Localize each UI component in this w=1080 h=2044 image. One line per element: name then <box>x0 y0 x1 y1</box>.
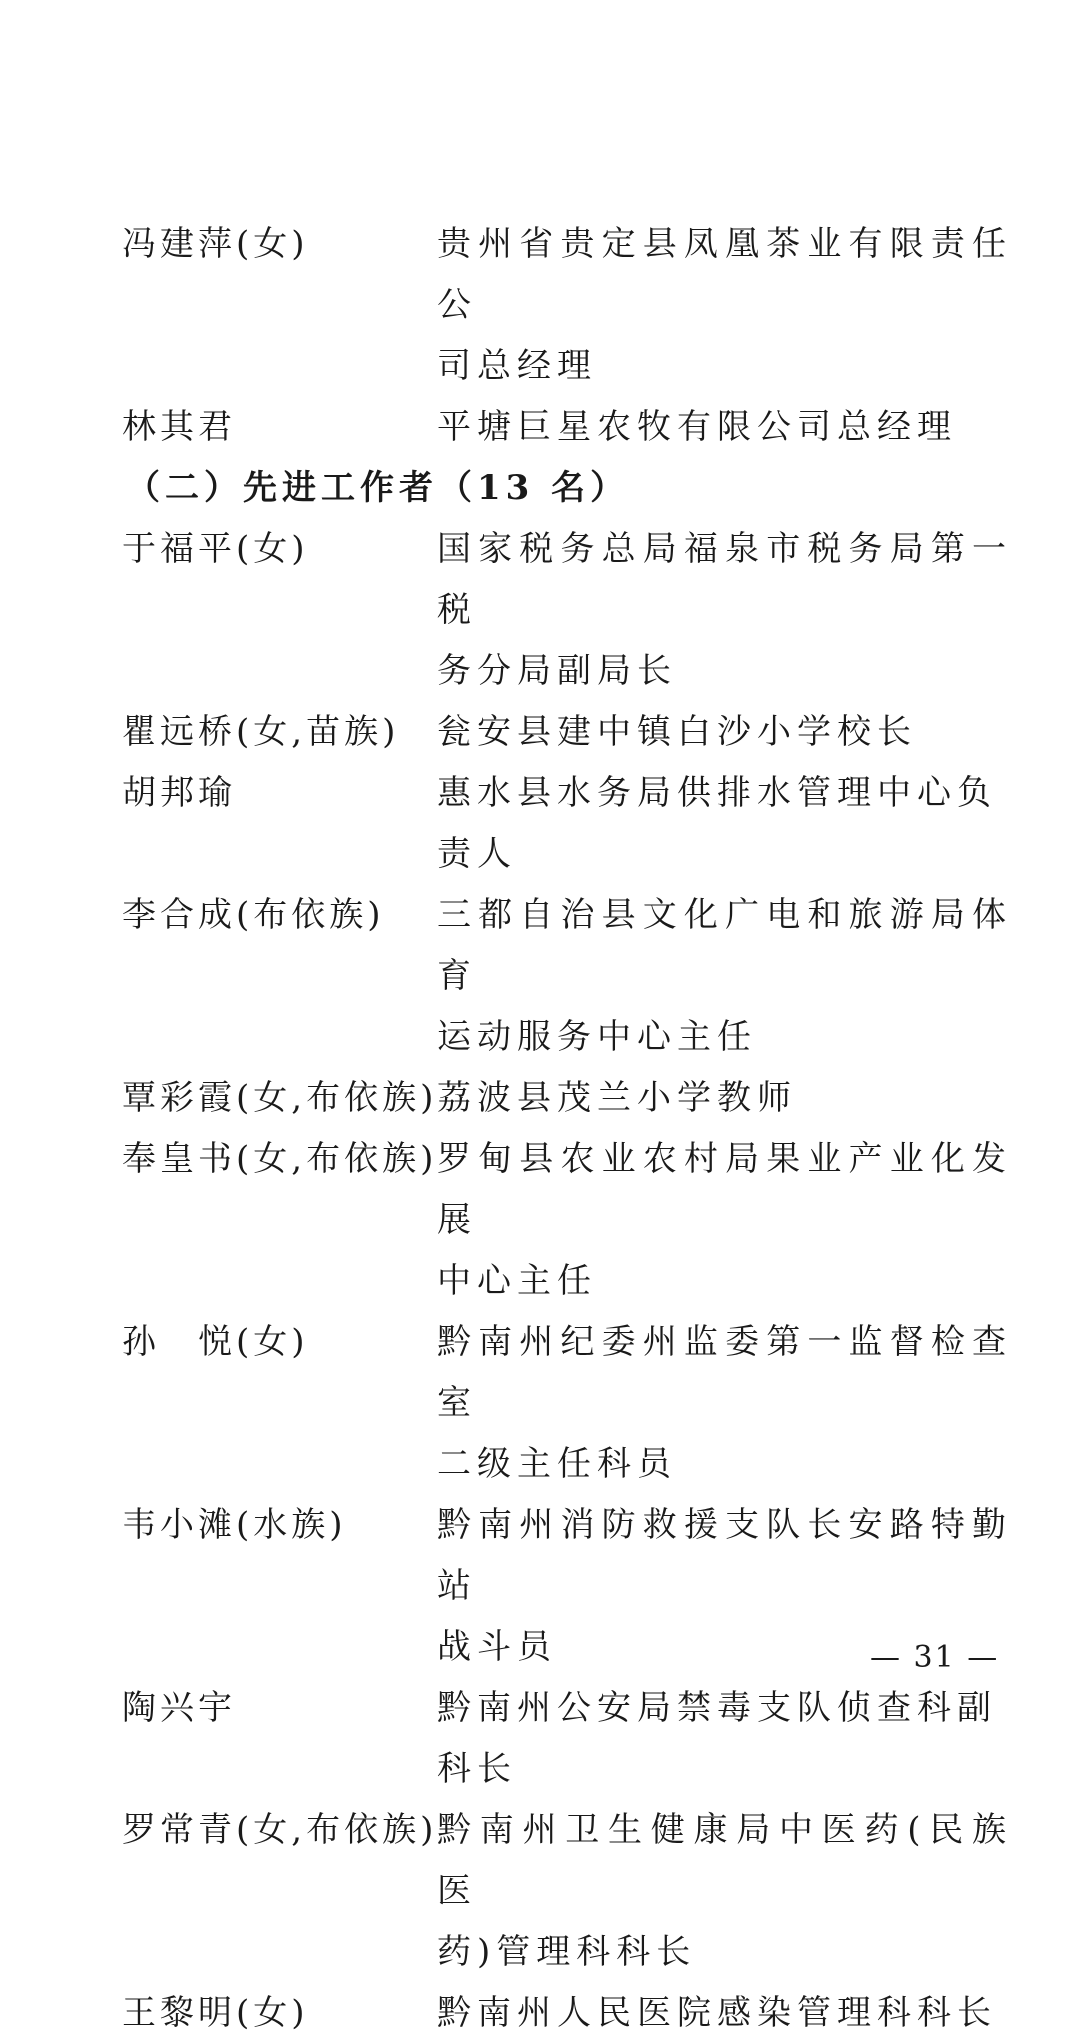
person-name: 林其君 <box>122 407 236 447</box>
award-list <box>122 214 1012 2044</box>
person-name: 陶兴宇 <box>122 1688 236 1728</box>
person-name: 瞿远桥(女,苗族) <box>122 712 400 752</box>
list-item <box>122 214 1012 397</box>
person-name: 覃彩霞(女,布依族) <box>122 1078 438 1118</box>
section-heading: （二）先进工作者（13 名） <box>126 468 630 508</box>
person-position: 平塘巨星农牧有限公司总经理 <box>437 407 957 447</box>
page-number: — 31 — <box>870 1640 1000 1675</box>
list-item <box>122 885 1012 1068</box>
person-name: 于福平(女) <box>122 529 309 569</box>
list-item <box>122 1129 1012 1312</box>
list-item <box>122 1312 1012 1495</box>
person-position: 黔南州人民医院感染管理科科长 <box>437 1993 997 2033</box>
person-position: 黔南州消防救援支队长安路特勤站 战斗员 <box>437 1505 1012 1667</box>
person-position: 黔南州卫生健康局中医药(民族医 药)管理科科长 <box>437 1810 1012 1972</box>
list-item <box>122 702 1012 763</box>
list-item <box>122 763 1012 885</box>
list-item <box>122 519 1012 702</box>
person-position: 惠水县水务局供排水管理中心负 责人 <box>437 773 997 874</box>
person-name: 李合成(布依族) <box>122 895 385 935</box>
person-name: 奉皇书(女,布依族) <box>122 1139 438 1179</box>
person-position: 罗甸县农业农村局果业产业化发展 中心主任 <box>437 1139 1012 1301</box>
person-position: 荔波县茂兰小学教师 <box>437 1078 797 1118</box>
person-position: 三都自治县文化广电和旅游局体育 运动服务中心主任 <box>437 895 1012 1057</box>
list-item <box>122 1678 1012 1800</box>
person-position: 国家税务总局福泉市税务局第一税 务分局副局长 <box>437 529 1012 691</box>
person-name: 冯建萍(女) <box>122 224 309 264</box>
list-item <box>122 1068 1012 1129</box>
person-position: 黔南州公安局禁毒支队侦查科副 科长 <box>437 1688 997 1789</box>
person-name: 孙 悦(女) <box>122 1322 309 1362</box>
list-item <box>122 1800 1012 1983</box>
list-item <box>122 1983 1012 2044</box>
person-name: 王黎明(女) <box>122 1993 309 2033</box>
person-position: 贵州省贵定县凤凰茶业有限责任公 司总经理 <box>437 224 1012 386</box>
person-position: 瓮安县建中镇白沙小学校长 <box>437 712 917 752</box>
person-name: 韦小滩(水族) <box>122 1505 347 1545</box>
list-item <box>122 397 1012 458</box>
person-name: 胡邦瑜 <box>122 773 236 813</box>
person-name: 罗常青(女,布依族) <box>122 1810 438 1850</box>
person-position: 黔南州纪委州监委第一监督检查室 二级主任科员 <box>437 1322 1012 1484</box>
